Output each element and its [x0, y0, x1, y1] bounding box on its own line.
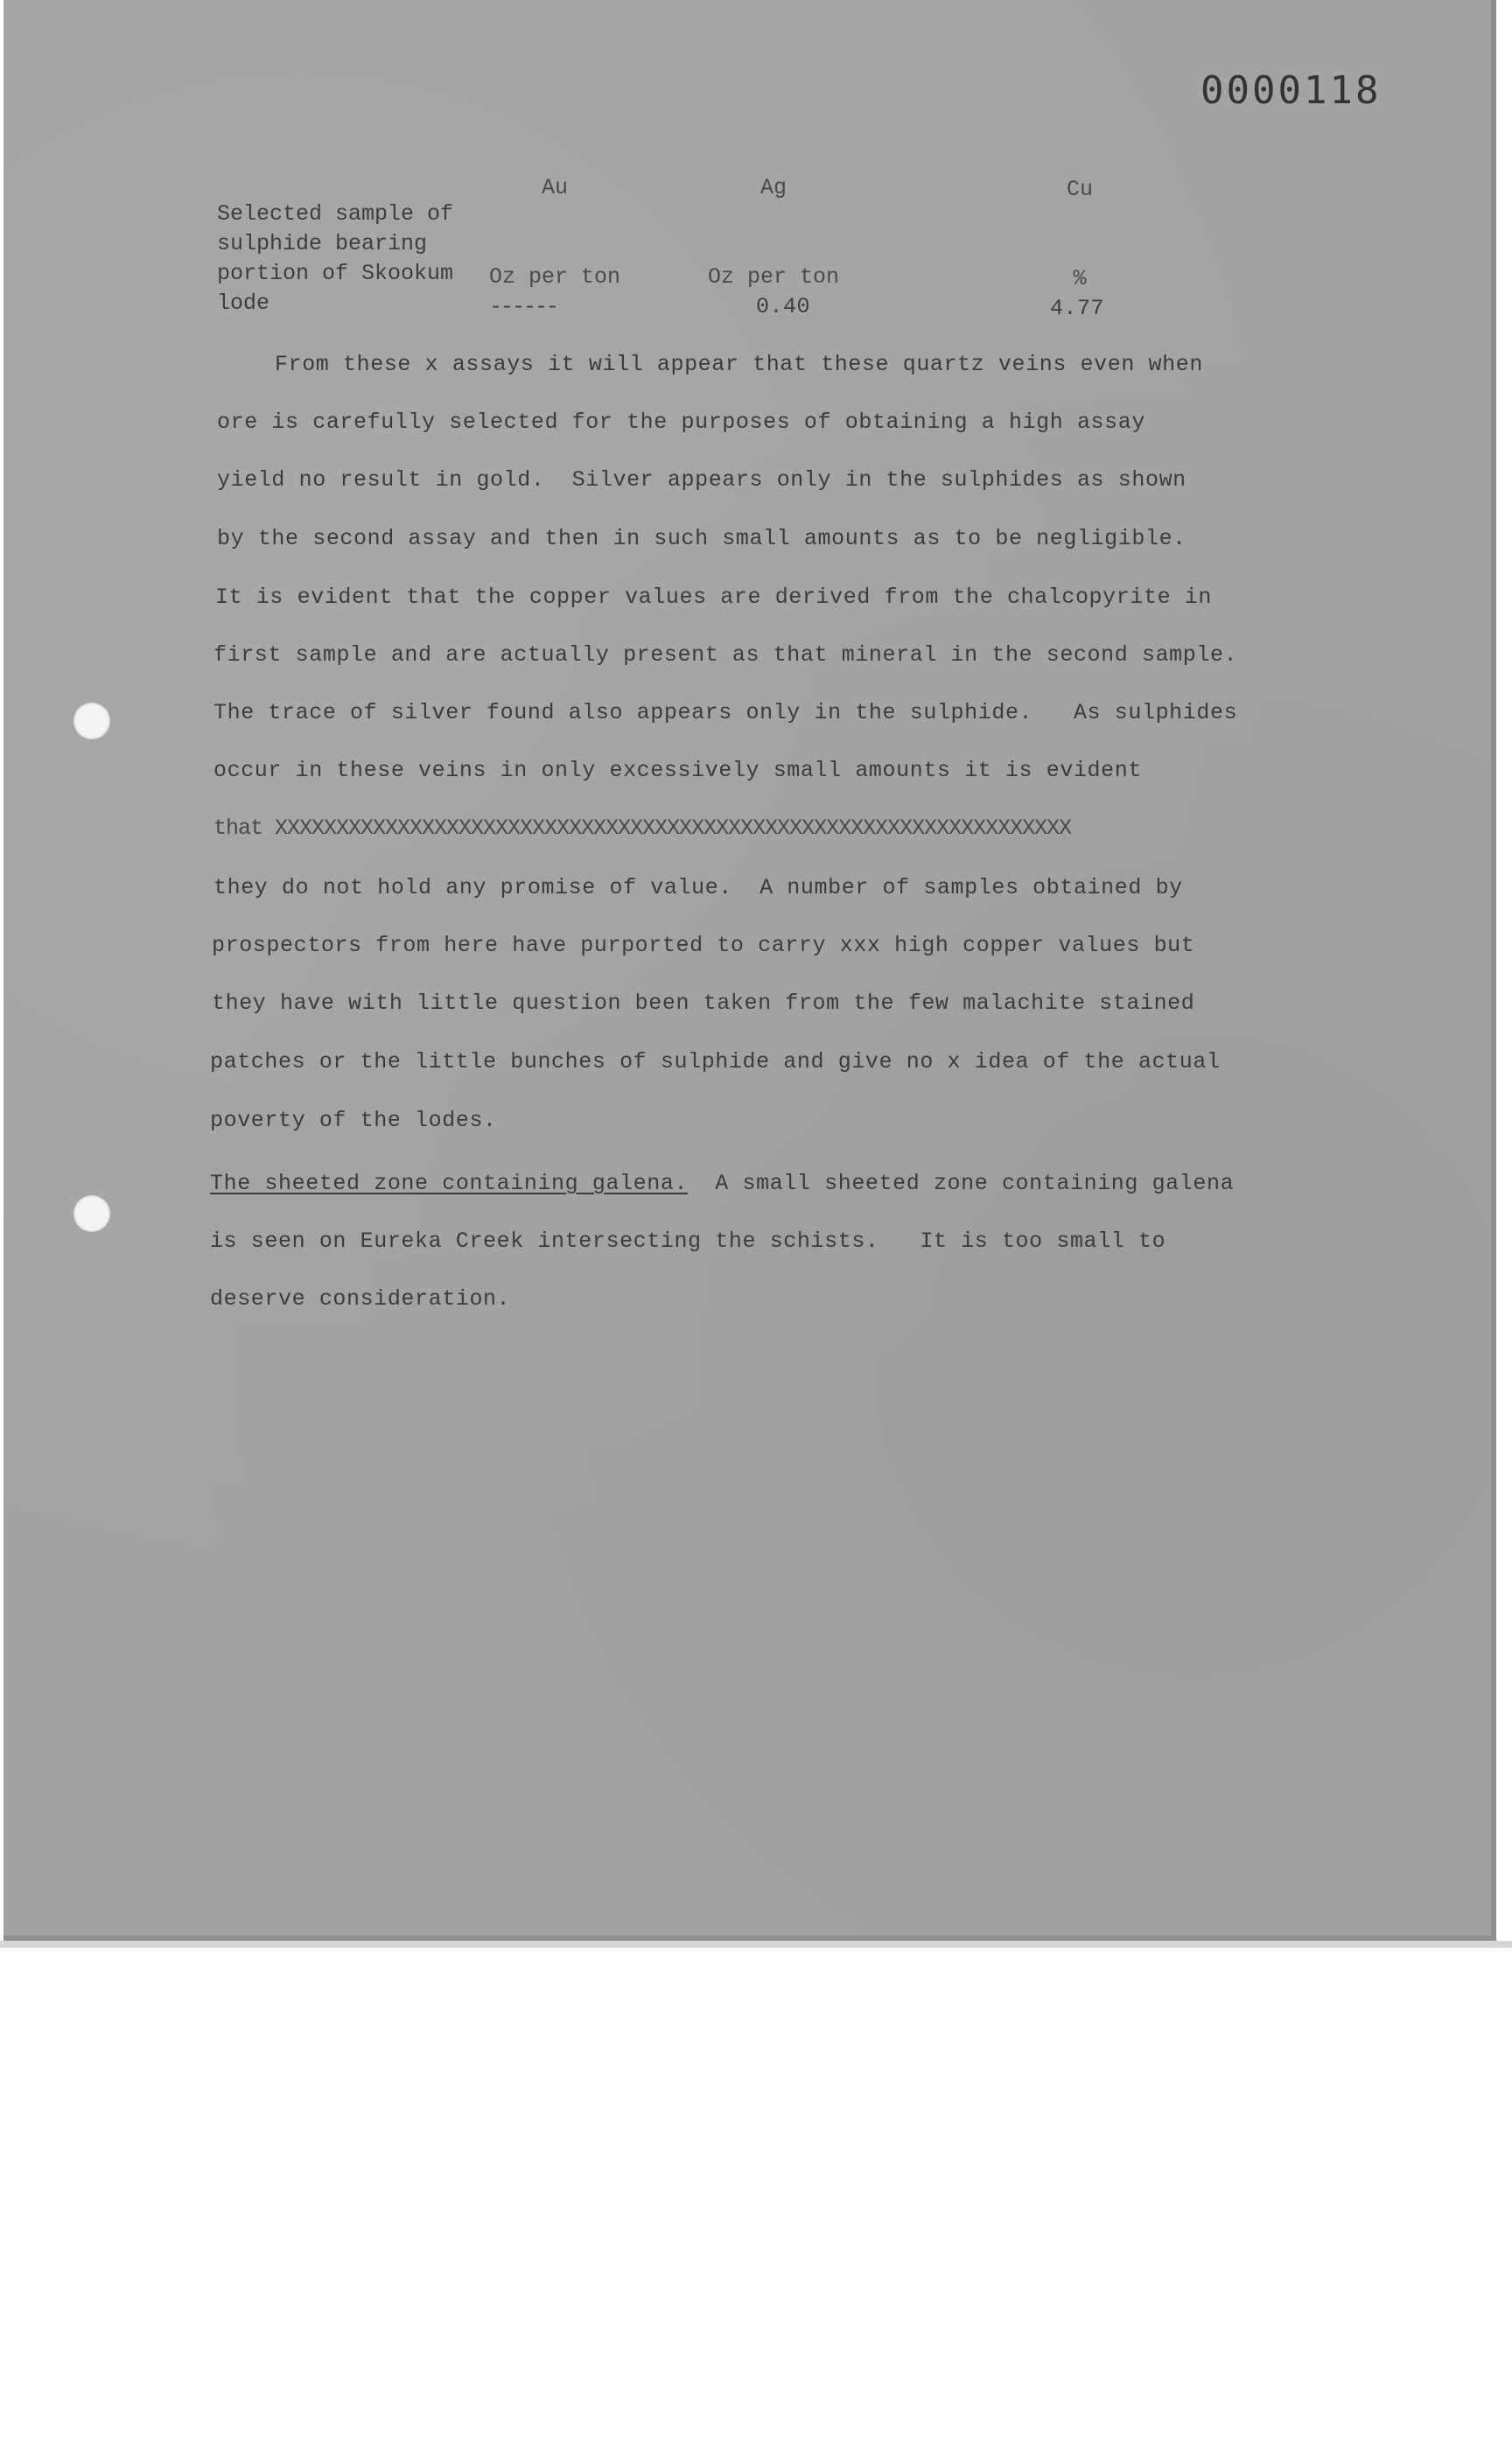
struck-out-line: that XXXXXXXXXXXXXXXXXXXXXXXXXXXXXXXXXXXXXXXXXXXXXXXXXXXXXXXXXXXXXXXXX [214, 816, 1072, 841]
paragraph-line: first sample and are actually present as that mineral in the second sample. [214, 642, 1238, 668]
paragraph-line: poverty of the lodes. [210, 1108, 497, 1133]
page-edge [0, 1941, 1512, 1948]
column-element: Ag [760, 175, 787, 200]
paragraph-line: prospectors from here have purported to carry xxx high copper values but [212, 933, 1195, 958]
paragraph-line: From these x assays it will appear that these quartz veins even when [275, 352, 1203, 377]
paragraph-line: they do not hold any promise of value. A number of samples obtained by [214, 875, 1183, 900]
value-au: ------ [489, 294, 558, 319]
section-line [210, 1171, 1234, 1196]
paragraph-line: deserve consideration. [210, 1286, 511, 1312]
value-ag: 0.40 [756, 294, 811, 319]
punch-hole [74, 1195, 110, 1232]
section-text: A small sheeted zone containing galena [688, 1171, 1235, 1196]
paragraph-line: is seen on Eureka Creek intersecting the schists. It is too small to [210, 1228, 1166, 1254]
column-unit: % [1073, 266, 1087, 291]
column-unit: Oz per ton [707, 264, 840, 290]
paragraph-line: they have with little question been taken from the few malachite stained [212, 990, 1195, 1016]
paragraph-line: The trace of silver found also appears only in the sulphide. As sulphides [214, 700, 1238, 725]
paragraph-line: occur in these veins in only excessively small amounts it is evident [214, 758, 1142, 783]
section-heading: The sheeted zone containing galena. [210, 1171, 689, 1196]
paragraph-line: yield no result in gold. Silver appears only in the sulphides as shown [217, 467, 1186, 493]
document-page [4, 0, 1496, 1941]
punch-hole [74, 703, 110, 739]
column-element: Cu [1066, 177, 1093, 202]
paragraph-line: It is evident that the copper values are derived from the chalcopyrite in [215, 584, 1212, 610]
paragraph-line: by the second assay and then in such small amounts as to be negligible. [217, 526, 1186, 551]
column-element: Au [541, 175, 568, 200]
paragraph-line: ore is carefully selected for the purposes of obtaining a high assay [217, 410, 1145, 435]
column-unit: Oz per ton [488, 264, 621, 290]
paragraph-line: patches or the little bunches of sulphide and give no x idea of the actual [210, 1049, 1221, 1074]
page-number: 0000118 [1200, 68, 1382, 113]
value-cu: 4.77 [1050, 296, 1105, 321]
sample-label: Selected sample of sulphide bearing portion of Skookum lode [217, 201, 454, 316]
